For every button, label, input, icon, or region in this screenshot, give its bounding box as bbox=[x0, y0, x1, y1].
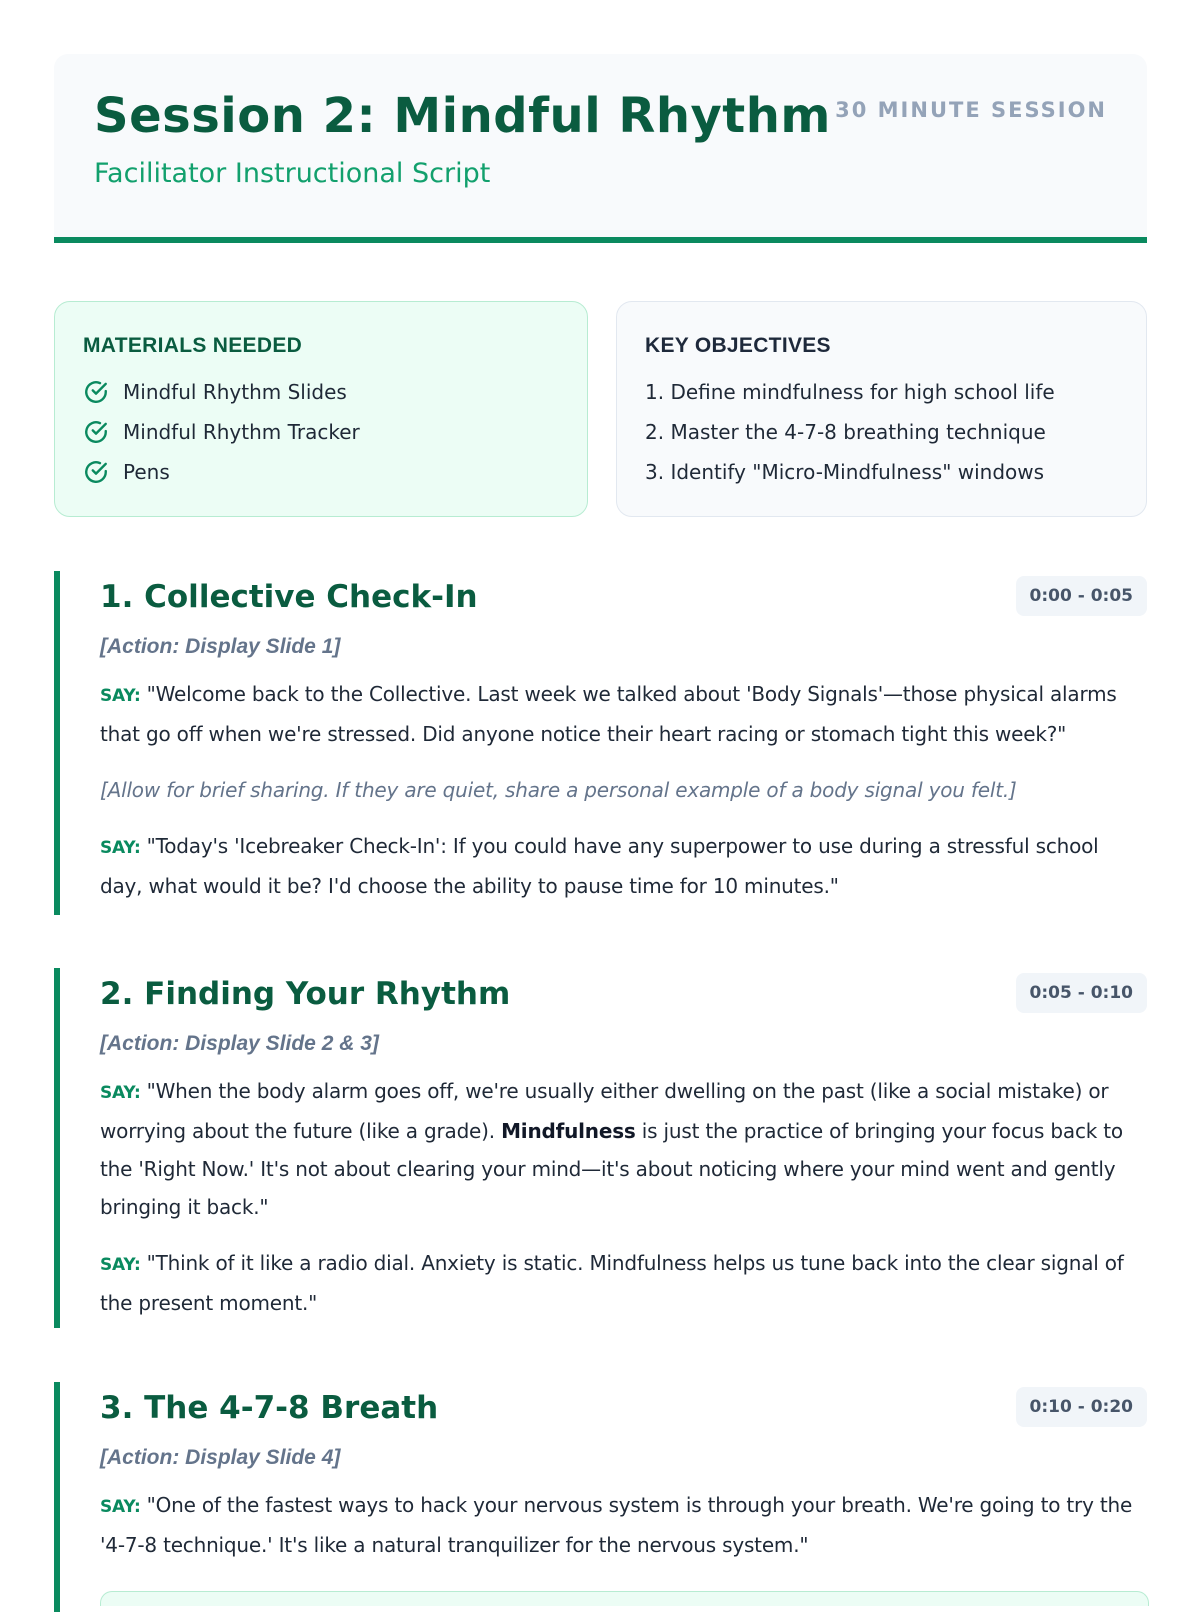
list-item bbox=[83, 412, 559, 452]
time-badge: 0:10 - 0:20 bbox=[1016, 1387, 1147, 1427]
facilitator-note: [Allow for brief sharing. If they are quiet, share a personal example of a body signal you felt.] bbox=[100, 778, 1017, 802]
section-title: 2. Finding Your Rhythm bbox=[100, 976, 511, 1012]
objectives-card bbox=[616, 301, 1147, 517]
check-circle-icon bbox=[83, 459, 109, 485]
say-paragraph bbox=[100, 1486, 1147, 1564]
page-subtitle: Facilitator Instructional Script bbox=[94, 158, 491, 189]
say-paragraph bbox=[100, 1072, 1147, 1226]
mindfulness-term: Mindfulness bbox=[501, 1119, 636, 1143]
say-label: SAY: bbox=[100, 1255, 141, 1275]
materials-list bbox=[83, 372, 559, 492]
section-collective-check-in bbox=[54, 571, 1147, 915]
time-badge: 0:00 - 0:05 bbox=[1016, 576, 1147, 616]
say-text: is just the practice of bringing your focus back to the 'Right Now.' It's not about clearing your mind—it's about noticing where your mind went and gently bringing it back." bbox=[100, 1119, 1123, 1219]
list-item: 2. Master the 4-7-8 breathing technique bbox=[645, 420, 1046, 444]
list-item: 1. Define mindfulness for high school life bbox=[645, 380, 1055, 404]
say-text: "One of the fastest ways to hack your nervous system is through your breath. We're going to try the '4-7-8 technique.' It's like a natural tranquilizer for the nervous system." bbox=[100, 1493, 1133, 1557]
materials-heading: MATERIALS NEEDED bbox=[83, 334, 303, 357]
page-header bbox=[54, 54, 1147, 243]
say-paragraph bbox=[100, 675, 1147, 753]
check-circle-icon bbox=[83, 379, 109, 405]
action-note: [Action: Display Slide 4] bbox=[100, 1446, 341, 1469]
say-label: SAY: bbox=[100, 838, 141, 858]
action-note: [Action: Display Slide 2 & 3] bbox=[100, 1032, 379, 1055]
materials-card bbox=[54, 301, 588, 517]
say-label: SAY: bbox=[100, 1497, 141, 1517]
breathing-steps-box bbox=[100, 1591, 1149, 1606]
session-length-label: 30 MINUTE SESSION bbox=[835, 98, 1107, 122]
time-badge: 0:05 - 0:10 bbox=[1016, 973, 1147, 1013]
material-label: Mindful Rhythm Slides bbox=[123, 380, 347, 404]
section-title: 1. Collective Check-In bbox=[100, 579, 478, 615]
material-label: Mindful Rhythm Tracker bbox=[123, 420, 360, 444]
say-text: "When the body alarm goes off, we're usually either dwelling on the past (like a social mistake) or worrying about the future (like a grade). bbox=[100, 1079, 1109, 1143]
say-paragraph bbox=[100, 1244, 1147, 1322]
objectives-heading: KEY OBJECTIVES bbox=[645, 334, 831, 357]
objectives-list bbox=[645, 372, 1118, 492]
action-note: [Action: Display Slide 1] bbox=[100, 635, 341, 658]
material-label: Pens bbox=[123, 460, 170, 484]
section-478-breath bbox=[54, 1382, 1147, 1612]
say-text: "Welcome back to the Collective. Last week we talked about 'Body Signals'—those physical alarms that go off when we're stressed. Did anyone notice their heart racing or stomach tight this week?" bbox=[100, 682, 1117, 746]
say-label: SAY: bbox=[100, 1083, 141, 1103]
say-text: "Think of it like a radio dial. Anxiety is static. Mindfulness helps us tune back into the clear signal of the present moment." bbox=[100, 1251, 1124, 1315]
check-circle-icon bbox=[83, 419, 109, 445]
say-paragraph bbox=[100, 827, 1147, 905]
list-item bbox=[83, 372, 559, 412]
list-item bbox=[83, 452, 559, 492]
list-item: 3. Identify "Micro-Mindfulness" windows bbox=[645, 460, 1045, 484]
say-label: SAY: bbox=[100, 686, 141, 706]
section-finding-your-rhythm bbox=[54, 968, 1147, 1328]
say-text: "Today's 'Icebreaker Check-In': If you could have any superpower to use during a stressful school day, what would it be? I'd choose the ability to pause time for 10 minutes." bbox=[100, 834, 1099, 898]
page-title: Session 2: Mindful Rhythm bbox=[94, 88, 831, 144]
section-title: 3. The 4-7-8 Breath bbox=[100, 1390, 439, 1426]
